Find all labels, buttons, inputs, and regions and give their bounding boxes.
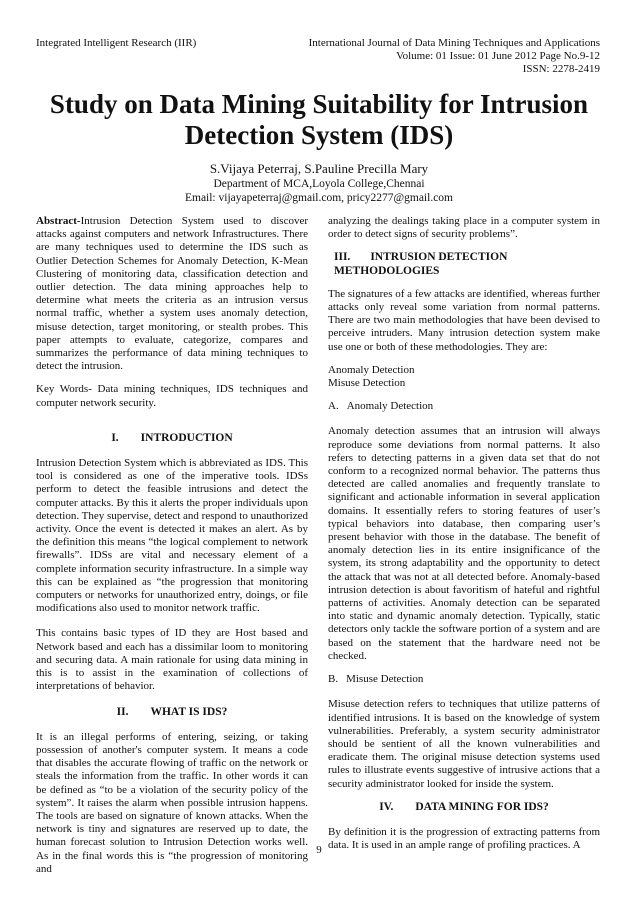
paragraph: Misuse detection refers to techniques that utilize patterns of identified intrusions. It is based on the knowledge of system vulnerabilities. Preferably, a system security administrator should be sentient of all the known vulnerabilities and eradicate them. The original misuse detection systems used rules to illustrate events suggestive of intrusive actions that a security administrator looked for inside the system.	[328, 698, 600, 790]
keywords	[36, 383, 308, 409]
paragraph: The signatures of a few attacks are identified, whereas further attacks only reveal some variation from normal patterns. There are two main methodologies that have been devised to perceive intruders. Many intrusion detection system make use one or both of these methodologies. They are:	[328, 287, 600, 353]
abstract-text: Intrusion Detection System used to discover attacks against computers and network Infrastructures. There are many techniques used to determine the IDS such as Outlier Detection Schemes for Anomaly Detection, K-Mean Clustering of monitoring data, classification detection and outlier detection. The data mining approaches help to determine what meets the criteria as an intrusion versus normal traffic, whether a system uses anomaly detection, misuse detection, target monitoring, or stealth probes. This paper attempts to evaluate, categorize, compares and summarizes the performance of data mining techniques to detect the intrusion.	[36, 215, 308, 373]
journal-name: International Journal of Data Mining Techniques and Applications	[308, 37, 600, 49]
journal-issn: ISSN: 2278-2419	[522, 63, 600, 75]
page-number: 9	[316, 844, 322, 856]
paragraph: Anomaly detection assumes that an intrusion will always reproduce some deviations from normal patterns. It also refers to detecting patterns in a given data set that do not conform to a recognized normal behavior. The patterns thus detected are called anomalies and frequently translate to significant and actionable information in several application domains. It essentially refers to storing features of user’s typical behaviors into database, then comparing user’s present behavior with those in the database. The benefit of anomaly detection lies in its entire insignificance of the system, its strong adaptability and the opportunity to detect the attack that was not at all detected before. Anomaly-based intrusion detection is about favoritism of hateful and rightful patterns of activities. Anomaly detection can be separated into static and dynamic anomaly detection. Typically, static detectors only tackle the software portion of a system and are based on the statement that the hardware need not be checked.	[328, 425, 600, 662]
section-title: WHAT IS IDS?	[150, 705, 228, 718]
section-number: II.	[116, 705, 129, 718]
section-number: IV.	[379, 800, 394, 813]
section-title: INTRODUCTION	[140, 431, 233, 444]
journal-volume: Volume: 01 Issue: 01 June 2012 Page No.9-12	[396, 50, 600, 62]
paper-title-line1: Study on Data Mining Suitability for Intrusion	[49, 89, 589, 119]
paragraph: By definition it is the progression of extracting patterns from data. It is used in an ample range of profiling practices. A	[328, 825, 600, 852]
section-heading-introduction	[36, 432, 308, 445]
author-affiliation: Department of MCA,Loyola College,Chennai	[213, 178, 425, 190]
section-heading-methodologies	[334, 251, 600, 277]
abstract-label: Abstract-	[36, 215, 81, 227]
subsection-number: B.	[328, 673, 339, 686]
paragraph: It is an illegal performs of entering, seizing, or taking possession of another's computer system. It means a code that disables the accurate flowing of traffic on the network or steals the information from the traffic. In other words it can be defined as “to be a violation of the security policy of the system”. It raises the alarm when possible intrusion happens. The tools are based on signature of known attacks. When the network is tiny and signatures are reserved up to date, the human forecast solution to Intrusion Detection works well. As in the final words this is “the progression of monitoring and	[36, 730, 308, 875]
author-email: Email: vijayapeterraj@gmail.com, pricy2277@gmail.com	[184, 192, 454, 204]
paragraph: Intrusion Detection System which is abbreviated as IDS. This tool is considered as one of the imperative tools. IDSs perform to detect the feasible intrusions and detect the computer attacks. By this it alerts the proper individuals upon detection. They supervise, detect and respond to unauthorized activity. Once the event is detected it makes an alert. As by the definition this means “the logical complement to network firewalls”. IDSs are vital and necessary element of a complete information security infrastructure. In a simple way this can be explained as “the progression that monitoring computers or networks for unauthorized entry, doings, or file modifications also used to monitor network traffic.	[36, 457, 308, 615]
keywords-label: Key Words-	[36, 383, 92, 396]
paragraph: This contains basic types of ID they are Host based and Network based and each has a dissimilar loom to monitoring and securing data. A main rationale for using data mining in this is to assist in the examination of collections of interpretations of behavior.	[36, 627, 308, 693]
section-title: INTRUSION DETECTION METHODOLOGIES	[334, 251, 508, 277]
right-column	[328, 215, 600, 852]
list-item: Anomaly Detection	[328, 363, 415, 376]
paper-title-line2: Detection System (IDS)	[184, 120, 454, 150]
subsection-title: Anomaly Detection	[346, 400, 434, 413]
journal-info	[270, 37, 600, 76]
paragraph: analyzing the dealings taking place in a computer system in order to detect signs of security problems”.	[328, 215, 600, 241]
section-heading-data-mining	[328, 801, 600, 814]
section-heading-what-is-ids	[36, 706, 308, 719]
paper-authors: S.Vijaya Peterraj, S.Pauline Precilla Mary	[209, 161, 429, 176]
keywords-text: Data mining techniques, IDS techniques and computer network security.	[36, 383, 308, 409]
journal-publisher: Integrated Intelligent Research (IIR)	[36, 37, 197, 49]
subsection-number: A.	[328, 400, 339, 413]
abstract	[36, 215, 308, 373]
left-column	[36, 215, 308, 876]
subsection-heading-misuse	[328, 673, 600, 686]
paper-title	[0, 89, 638, 151]
section-number: I.	[111, 431, 119, 444]
section-title: DATA MINING FOR IDS?	[415, 800, 549, 813]
subsection-title: Misuse Detection	[346, 673, 424, 686]
section-number: III.	[334, 251, 351, 264]
subsection-heading-anomaly	[328, 400, 600, 413]
list-item: Misuse Detection	[328, 377, 406, 390]
